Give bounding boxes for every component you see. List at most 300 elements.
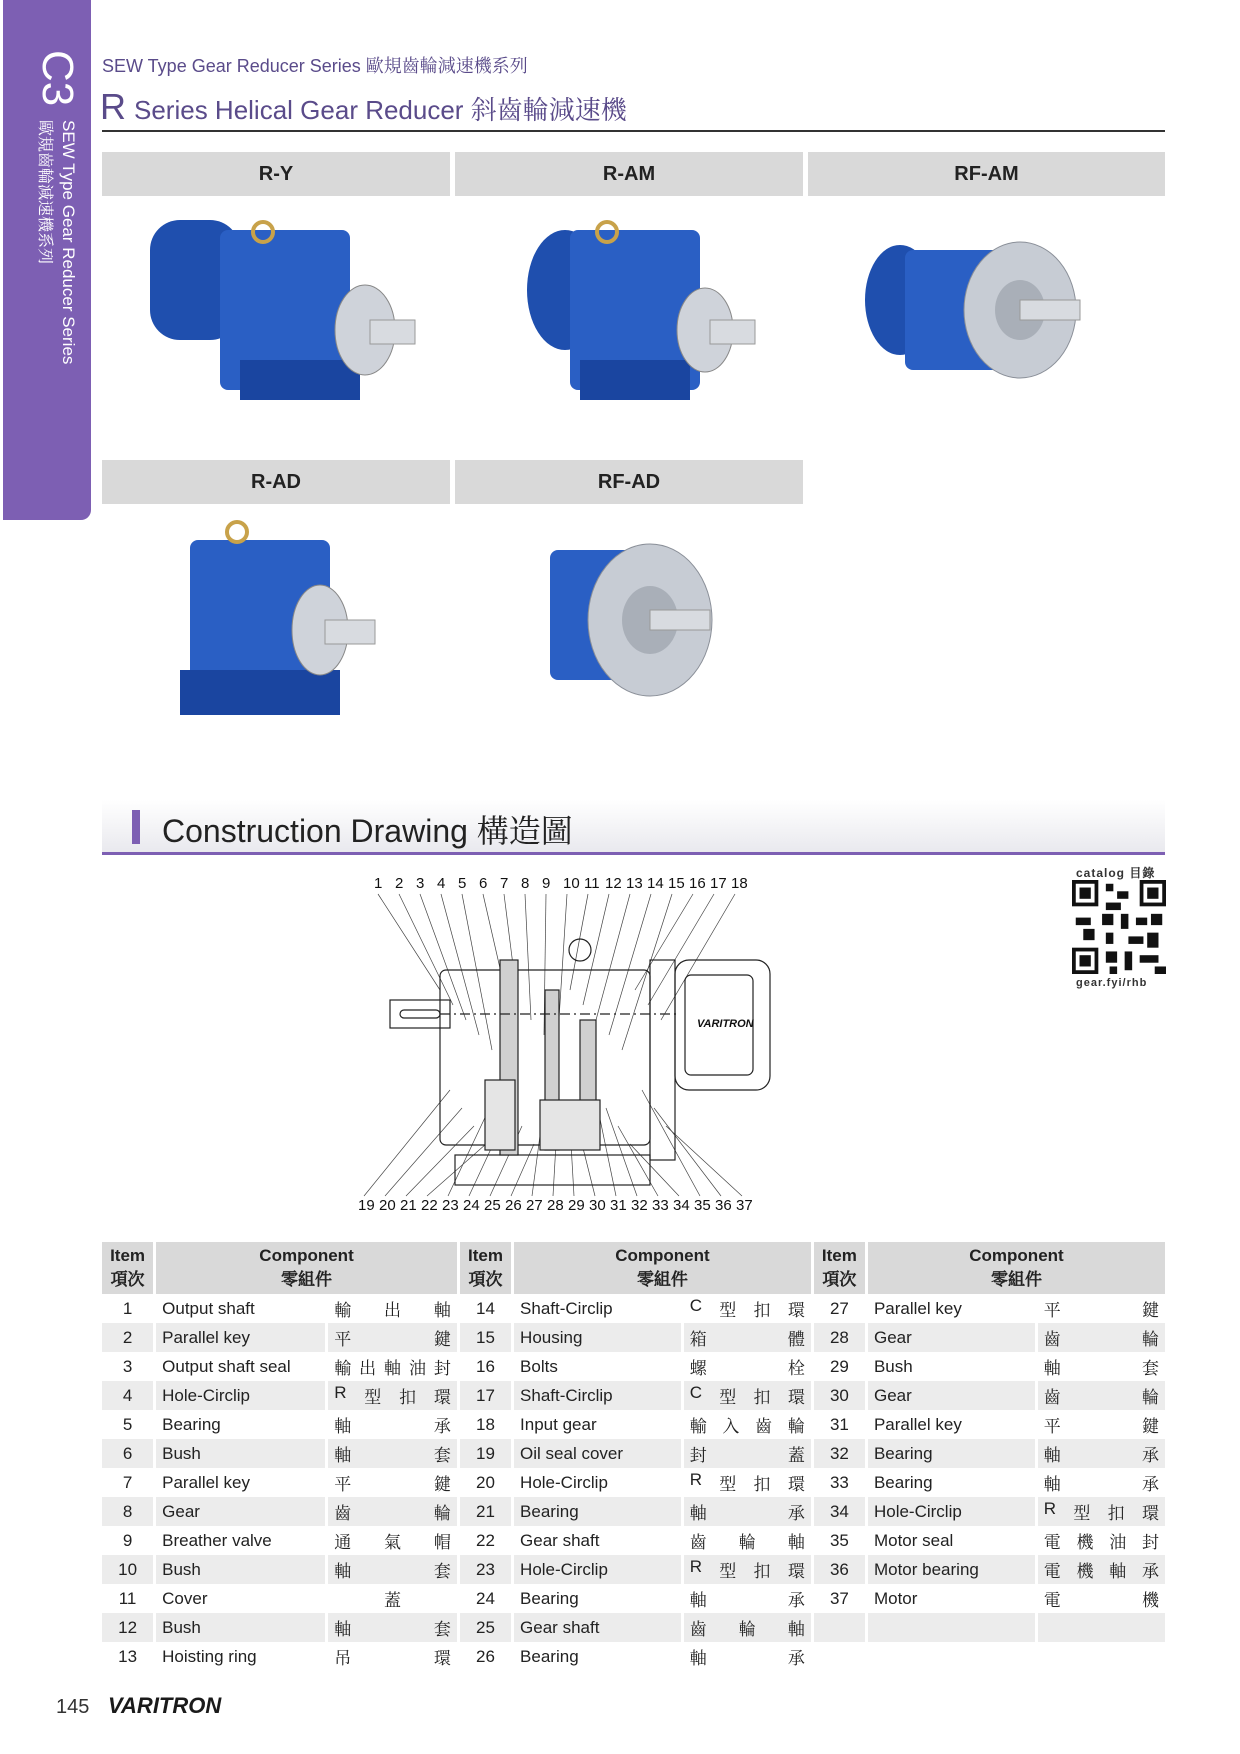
item-number: 33 <box>812 1468 866 1497</box>
item-number: 30 <box>812 1381 866 1410</box>
table-row <box>102 1642 1165 1671</box>
section-name-en: SEW Type Gear Reducer Series <box>59 120 78 365</box>
component-name-zh <box>682 1555 812 1584</box>
component-name: Gear <box>155 1497 327 1526</box>
zh-char: 平 <box>1043 1301 1061 1320</box>
component-name: Hole-Circlip <box>513 1555 683 1584</box>
zh-char: 氣 <box>384 1533 402 1552</box>
component-name-zh <box>327 1468 459 1497</box>
item-number: 34 <box>812 1497 866 1526</box>
component-name-zh <box>682 1410 812 1439</box>
item-number: 14 <box>458 1294 512 1323</box>
zh-char: 鍵 <box>433 1475 451 1494</box>
component-name-zh <box>1036 1323 1165 1352</box>
part-number-label: 11 <box>584 875 600 892</box>
zh-char: 封 <box>433 1359 451 1378</box>
part-number-label: 33 <box>652 1197 669 1214</box>
zh-char: 箱 <box>689 1330 707 1349</box>
model-header-rf-am: RF-AM <box>808 152 1165 196</box>
table-row <box>102 1381 1165 1410</box>
component-name-zh <box>327 1642 459 1671</box>
part-number-label: 36 <box>715 1197 732 1214</box>
zh-char: 環 <box>433 1649 451 1668</box>
title-divider <box>102 130 1165 132</box>
part-number-label: 32 <box>631 1197 648 1214</box>
component-name: Bearing <box>866 1468 1036 1497</box>
component-name-zh <box>1036 1613 1165 1642</box>
zh-char: 型 <box>1073 1504 1091 1523</box>
title-letter: R <box>100 86 126 127</box>
zh-char: 齒 <box>689 1533 707 1552</box>
component-name-zh <box>1036 1439 1165 1468</box>
table-row <box>102 1497 1165 1526</box>
zh-char: 環 <box>1141 1504 1159 1523</box>
header-item: Item 項次 <box>812 1242 866 1294</box>
component-name: Housing <box>513 1323 683 1352</box>
item-number: 10 <box>102 1555 155 1584</box>
component-name: Motor bearing <box>866 1555 1036 1584</box>
zh-char: 螺 <box>689 1359 707 1378</box>
zh-char: 軸 <box>1043 1359 1061 1378</box>
model-header-r-y: R-Y <box>102 152 450 196</box>
zh-char: 環 <box>787 1301 805 1320</box>
qr-code-icon[interactable] <box>1072 880 1166 974</box>
zh-char: 電 <box>1043 1562 1061 1581</box>
part-number-label: 21 <box>400 1197 417 1214</box>
component-name-zh <box>1036 1555 1165 1584</box>
motor-brand-label: VARITRON <box>697 1018 754 1030</box>
zh-char: 封 <box>1142 1533 1159 1552</box>
component-name-zh <box>327 1555 459 1584</box>
zh-char: 齒 <box>334 1504 352 1523</box>
part-number-label: 17 <box>710 875 727 892</box>
component-name: Parallel key <box>866 1294 1036 1323</box>
component-name-zh <box>1036 1584 1165 1613</box>
zh-char: 齒 <box>1043 1388 1061 1407</box>
item-number: 35 <box>812 1526 866 1555</box>
item-number: 22 <box>458 1526 512 1555</box>
zh-char: 封 <box>689 1446 707 1465</box>
zh-char: 機 <box>1142 1591 1159 1610</box>
component-name: Bearing <box>155 1410 327 1439</box>
component-name-zh <box>1036 1526 1165 1555</box>
header-component: Component 零組件 <box>155 1242 459 1294</box>
item-number: 17 <box>458 1381 512 1410</box>
zh-char: 扣 <box>399 1388 417 1407</box>
component-name: Bearing <box>513 1497 683 1526</box>
component-name: Output shaft <box>155 1294 327 1323</box>
zh-char: 環 <box>787 1475 805 1494</box>
zh-char: 蓋 <box>787 1446 805 1465</box>
component-name-zh <box>682 1294 812 1323</box>
item-number: 3 <box>122 1356 133 1376</box>
zh-char: 套 <box>433 1562 451 1581</box>
item-number: 15 <box>458 1323 512 1352</box>
table-row <box>102 1294 1165 1323</box>
component-name: Motor <box>866 1584 1036 1613</box>
component-name-zh <box>327 1439 459 1468</box>
zh-char: 軸 <box>1043 1446 1061 1465</box>
zh-char: 型 <box>719 1388 737 1407</box>
product-image-r-ad <box>160 520 400 740</box>
component-name: Bolts <box>513 1352 683 1381</box>
zh-char: 通 <box>334 1533 352 1552</box>
table-row <box>102 1410 1165 1439</box>
item-number: 23 <box>458 1555 512 1584</box>
component-name-zh <box>327 1584 459 1613</box>
component-name: Hole-Circlip <box>866 1497 1036 1526</box>
part-number-label: 13 <box>626 875 643 892</box>
part-number-label: 18 <box>731 875 748 892</box>
item-number: 27 <box>812 1294 866 1323</box>
component-name-zh <box>682 1439 812 1468</box>
zh-char: 輸 <box>334 1359 352 1378</box>
component-name-zh <box>327 1613 459 1642</box>
zh-char: 軸 <box>433 1301 451 1320</box>
zh-char: 型 <box>719 1562 737 1581</box>
component-name: Shaft-Circlip <box>513 1294 683 1323</box>
table-row <box>102 1439 1165 1468</box>
item-number <box>812 1613 866 1642</box>
component-name-zh <box>682 1526 812 1555</box>
component-name: Gear shaft <box>513 1526 683 1555</box>
item-number: 8 <box>102 1497 155 1526</box>
part-number-label: 3 <box>416 875 425 892</box>
component-name: Parallel key <box>155 1468 327 1497</box>
part-number-label: 22 <box>421 1197 438 1214</box>
part-number-label: 4 <box>437 875 446 892</box>
component-name-zh <box>1036 1497 1165 1526</box>
construction-drawing-banner <box>102 800 1165 855</box>
section-code: C3 <box>33 50 82 107</box>
header-item: Item 項次 <box>458 1242 512 1294</box>
component-name: Cover <box>155 1584 327 1613</box>
component-name-zh <box>327 1410 459 1439</box>
zh-char: 出 <box>384 1301 402 1320</box>
zh-char: 輪 <box>433 1504 451 1523</box>
component-name: Bush <box>155 1555 327 1584</box>
part-number-label: 2 <box>395 875 404 892</box>
zh-char: 平 <box>1043 1417 1061 1436</box>
component-name-zh <box>1036 1381 1165 1410</box>
item-number: 37 <box>812 1584 866 1613</box>
component-name: Bearing <box>513 1642 683 1671</box>
component-name: Gear <box>866 1381 1036 1410</box>
zh-char: 蓋 <box>384 1591 402 1610</box>
zh-char: 軸 <box>334 1562 352 1581</box>
part-number-label: 20 <box>379 1197 396 1214</box>
product-image-r-am <box>520 210 770 440</box>
zh-char: 軸 <box>1109 1562 1127 1581</box>
part-number-label: 9 <box>542 875 551 892</box>
component-name: Hoisting ring <box>155 1642 327 1671</box>
zh-char: 扣 <box>753 1301 771 1320</box>
zh-char: 環 <box>433 1388 451 1407</box>
component-name: Input gear <box>513 1410 683 1439</box>
qr-label: catalog 目錄 <box>1076 866 1156 880</box>
product-image-rf-am <box>860 230 1100 410</box>
component-name-zh <box>682 1381 812 1410</box>
zh-char: 型 <box>719 1301 737 1320</box>
part-number-label: 24 <box>463 1197 480 1214</box>
part-number-label: 7 <box>500 875 509 892</box>
zh-char: 電 <box>1043 1533 1061 1552</box>
component-name-zh <box>682 1497 812 1526</box>
zh-char: 平 <box>334 1475 352 1494</box>
brand-logo: VARITRON <box>108 1693 222 1718</box>
qr-url: gear.fyi/rhb <box>1076 977 1148 989</box>
zh-char: 型 <box>719 1475 737 1494</box>
zh-char: 扣 <box>753 1475 771 1494</box>
zh-char: R <box>334 1383 347 1402</box>
component-name-zh <box>327 1352 459 1381</box>
item-number: 26 <box>458 1642 512 1671</box>
zh-char: C <box>689 1296 702 1315</box>
component-name-zh <box>327 1294 459 1323</box>
component-name-zh <box>682 1613 812 1642</box>
component-name-zh <box>682 1584 812 1613</box>
zh-char: 軸 <box>334 1417 352 1436</box>
component-name: Bush <box>866 1352 1036 1381</box>
part-number-label: 29 <box>568 1197 585 1214</box>
component-name-zh <box>1036 1468 1165 1497</box>
item-number: 4 <box>102 1381 155 1410</box>
zh-char: 承 <box>1142 1475 1159 1494</box>
item-number: 7 <box>122 1472 133 1492</box>
zh-char: 軸 <box>787 1533 805 1552</box>
component-name: Output shaft seal <box>155 1352 327 1381</box>
item-number: 9 <box>122 1530 133 1550</box>
component-name: Bush <box>155 1439 327 1468</box>
component-name: Gear <box>866 1323 1036 1352</box>
item-number: 5 <box>122 1414 133 1434</box>
component-name: Hole-Circlip <box>155 1381 327 1410</box>
zh-char: 軸 <box>334 1620 352 1639</box>
item-number: 36 <box>812 1555 866 1584</box>
series-heading: SEW Type Gear Reducer Series 歐規齒輪減速機系列 <box>102 56 528 76</box>
component-name: Gear shaft <box>513 1613 683 1642</box>
table-row <box>102 1352 1165 1381</box>
product-image-rf-ad <box>540 530 750 710</box>
zh-char: 扣 <box>753 1388 771 1407</box>
part-number-label: 37 <box>736 1197 753 1214</box>
zh-char: C <box>689 1383 702 1402</box>
zh-char: 承 <box>1142 1562 1159 1581</box>
component-name-zh <box>682 1323 812 1352</box>
model-header-rf-ad: RF-AD <box>455 460 803 504</box>
zh-char: 軸 <box>1043 1475 1061 1494</box>
zh-char: 輸 <box>689 1417 707 1436</box>
component-name-zh <box>1036 1642 1165 1671</box>
zh-char: 輪 <box>738 1620 756 1639</box>
zh-char: 油 <box>1109 1533 1127 1552</box>
table-row <box>102 1613 1165 1642</box>
table-header-row <box>102 1242 1165 1294</box>
part-number-label: 10 <box>563 875 580 892</box>
construction-drawing <box>358 870 890 1220</box>
item-number: 13 <box>118 1646 138 1666</box>
product-image-r-y <box>140 210 420 440</box>
component-name: Bearing <box>513 1584 683 1613</box>
part-number-label: 31 <box>610 1197 627 1214</box>
zh-char: 輸 <box>334 1301 352 1320</box>
component-name: Parallel key <box>155 1323 327 1352</box>
zh-char: 齒 <box>755 1417 773 1436</box>
zh-char: 鍵 <box>1142 1301 1159 1320</box>
zh-char: 輪 <box>787 1417 805 1436</box>
component-name-zh <box>327 1526 459 1555</box>
item-number: 6 <box>102 1439 155 1468</box>
item-number: 16 <box>458 1352 512 1381</box>
part-number-label: 19 <box>358 1197 375 1214</box>
zh-char: 承 <box>787 1504 805 1523</box>
part-number-label: 25 <box>484 1197 501 1214</box>
model-header-r-am: R-AM <box>455 152 803 196</box>
parts-table <box>102 1242 1165 1671</box>
zh-char: 套 <box>433 1446 451 1465</box>
item-number: 28 <box>812 1323 866 1352</box>
component-name-zh <box>327 1497 459 1526</box>
component-name-zh <box>1036 1410 1165 1439</box>
item-number: 18 <box>458 1410 512 1439</box>
zh-char: 油 <box>408 1359 426 1378</box>
component-name-zh <box>682 1642 812 1671</box>
table-row <box>102 1526 1165 1555</box>
zh-char: 扣 <box>753 1562 771 1581</box>
header-item: Item 項次 <box>102 1242 155 1294</box>
part-number-label: 1 <box>374 875 383 892</box>
zh-char: 環 <box>787 1388 805 1407</box>
item-number: 2 <box>102 1323 155 1352</box>
component-name: Oil seal cover <box>513 1439 683 1468</box>
zh-char: 鍵 <box>433 1330 451 1349</box>
component-name-zh <box>1036 1294 1165 1323</box>
header-component: Component 零組件 <box>513 1242 813 1294</box>
zh-char: 套 <box>1142 1359 1159 1378</box>
item-number: 32 <box>812 1439 866 1468</box>
zh-char: 承 <box>787 1649 805 1668</box>
part-number-label: 12 <box>605 875 622 892</box>
zh-char: 齒 <box>1043 1330 1061 1349</box>
component-name: Motor seal <box>866 1526 1036 1555</box>
zh-char: 軸 <box>384 1359 402 1378</box>
zh-char: 型 <box>364 1388 382 1407</box>
zh-char: 輪 <box>1142 1330 1159 1349</box>
zh-char: 輪 <box>738 1533 756 1552</box>
model-header-r-ad: R-AD <box>102 460 450 504</box>
component-name-zh <box>327 1323 459 1352</box>
table-row <box>102 1323 1165 1352</box>
zh-char: R <box>689 1557 702 1576</box>
part-number-label: 16 <box>689 875 706 892</box>
part-number-label: 14 <box>647 875 664 892</box>
component-name-zh <box>682 1468 812 1497</box>
part-numbers-top <box>374 875 748 892</box>
zh-char: 軸 <box>689 1649 707 1668</box>
zh-char: 軸 <box>689 1504 707 1523</box>
part-numbers-bottom <box>358 1197 753 1214</box>
zh-char: 軸 <box>787 1620 805 1639</box>
item-number: 1 <box>122 1298 133 1318</box>
zh-char: 承 <box>1142 1446 1159 1465</box>
zh-char: 輪 <box>1142 1388 1159 1407</box>
part-number-label: 35 <box>694 1197 711 1214</box>
page-title <box>100 86 627 128</box>
zh-char: 帽 <box>433 1533 451 1552</box>
item-number: 11 <box>118 1588 137 1608</box>
zh-char: 出 <box>359 1359 377 1378</box>
item-number: 21 <box>458 1497 512 1526</box>
part-number-label: 15 <box>668 875 685 892</box>
zh-char: 承 <box>787 1591 805 1610</box>
part-number-label: 27 <box>526 1197 543 1214</box>
part-number-label: 8 <box>521 875 530 892</box>
component-name: Parallel key <box>866 1410 1036 1439</box>
zh-char: 吊 <box>334 1649 352 1668</box>
item-number: 20 <box>458 1468 512 1497</box>
component-name: Breather valve <box>155 1526 327 1555</box>
item-number: 25 <box>458 1613 512 1642</box>
section-name-zh: 歐規齒輪減速機系列 <box>36 120 53 265</box>
part-number-label: 5 <box>458 875 467 892</box>
header-component: Component 零組件 <box>866 1242 1165 1294</box>
zh-char: 平 <box>334 1330 352 1349</box>
item-number: 24 <box>458 1584 512 1613</box>
component-name <box>866 1613 1036 1642</box>
zh-char: 體 <box>787 1330 805 1349</box>
page-number: 145 <box>56 1696 90 1718</box>
zh-char: R <box>1043 1499 1057 1518</box>
part-number-label: 28 <box>547 1197 564 1214</box>
zh-char: 入 <box>722 1417 740 1436</box>
zh-char: 機 <box>1076 1533 1094 1552</box>
component-name-zh <box>1036 1352 1165 1381</box>
zh-char: 承 <box>433 1417 451 1436</box>
zh-char: 鍵 <box>1142 1417 1159 1436</box>
component-name-zh <box>327 1381 459 1410</box>
table-row <box>102 1555 1165 1584</box>
component-name: Shaft-Circlip <box>513 1381 683 1410</box>
title-text: Series Helical Gear Reducer 斜齒輪減速機 <box>134 95 627 125</box>
zh-char: 軸 <box>334 1446 352 1465</box>
part-number-label: 34 <box>673 1197 690 1214</box>
construction-drawing-title: Construction Drawing 構造圖 <box>162 813 573 849</box>
component-name: Bearing <box>866 1439 1036 1468</box>
part-number-label: 26 <box>505 1197 522 1214</box>
component-name: Bush <box>155 1613 327 1642</box>
component-name-zh <box>682 1352 812 1381</box>
item-number: 19 <box>458 1439 512 1468</box>
zh-char: 栓 <box>787 1359 805 1378</box>
table-row <box>102 1584 1165 1613</box>
item-number: 12 <box>102 1613 155 1642</box>
part-number-label: 30 <box>589 1197 606 1214</box>
component-name <box>866 1642 1036 1671</box>
table-row <box>102 1468 1165 1497</box>
zh-char: 扣 <box>1107 1504 1125 1523</box>
part-number-label: 6 <box>479 875 488 892</box>
part-number-label: 23 <box>442 1197 459 1214</box>
zh-char: 軸 <box>689 1591 707 1610</box>
banner-accent <box>132 810 140 844</box>
zh-char: 環 <box>787 1562 805 1581</box>
zh-char: 齒 <box>689 1620 707 1639</box>
zh-char: R <box>689 1470 702 1489</box>
zh-char: 電 <box>1043 1591 1061 1610</box>
component-name: Hole-Circlip <box>513 1468 683 1497</box>
zh-char: 套 <box>433 1620 451 1639</box>
item-number <box>812 1642 866 1671</box>
